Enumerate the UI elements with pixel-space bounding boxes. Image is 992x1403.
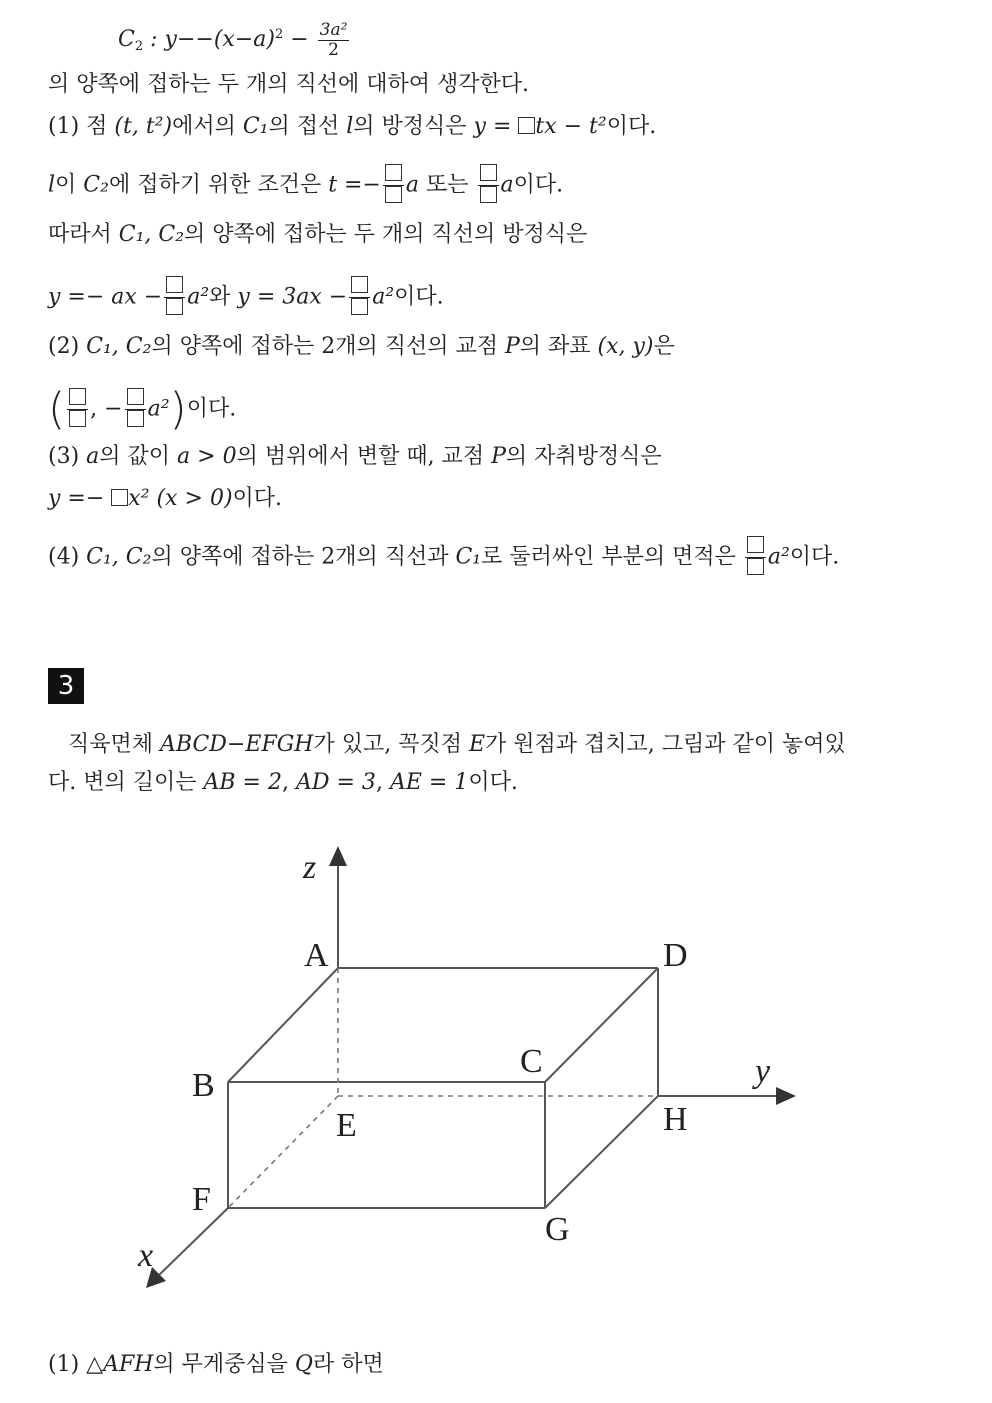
vertex-d: D <box>663 937 688 974</box>
line-4 <box>48 220 587 250</box>
axis-z-label: z <box>303 849 317 886</box>
l2-l: l <box>346 114 354 139</box>
l9-x: x² <box>128 486 150 511</box>
p3-ad: AD = 3 <box>295 770 376 795</box>
l2-point: (t, t²) <box>114 114 173 139</box>
l6-c2: 의 좌표 <box>519 334 598 359</box>
p3-line-1 <box>68 730 846 760</box>
line-8 <box>48 442 662 472</box>
l3-b: 에 접하기 위한 조건은 <box>108 172 329 198</box>
q1-q: Q <box>294 1352 313 1377</box>
blank-box <box>518 117 535 134</box>
l8-p: P <box>491 444 506 469</box>
edge-cd <box>545 968 658 1082</box>
c2-fraction <box>318 21 350 60</box>
l7-comma: , − <box>90 396 123 422</box>
l2-d: 의 방정식은 <box>353 114 474 139</box>
l9-cond: (x > 0) <box>156 486 233 511</box>
l3-l: l <box>48 172 56 198</box>
line-7 <box>48 383 237 435</box>
c2-square: 2 <box>274 27 284 42</box>
z-arrow-icon <box>329 846 347 866</box>
p3-c: 가 원점과 겹치고, 그림과 같이 놓여있 <box>485 732 846 757</box>
l4-a: 따라서 <box>48 222 119 247</box>
l10-d: 로 둘러싸인 부분의 면적은 <box>481 544 743 570</box>
c2-frac-den: 2 <box>328 39 339 60</box>
l3-a: 이 <box>55 172 84 198</box>
l3-a2: a <box>500 172 514 198</box>
vertex-e: E <box>336 1107 357 1144</box>
l8-d: 의 자취방정식은 <box>505 444 662 469</box>
l7-end: 이다. <box>186 396 237 422</box>
q1-c: 라 하면 <box>312 1352 384 1377</box>
l10-end: 이다. <box>789 544 840 570</box>
line-2 <box>48 112 656 142</box>
x-axis <box>158 1208 228 1276</box>
c2-label: C <box>118 27 135 52</box>
edge-gh <box>545 1096 658 1208</box>
axis-y-label: y <box>755 1053 771 1090</box>
c2-sub: 2 <box>134 39 144 54</box>
l2-e: 이다. <box>606 114 657 139</box>
l2-b: 에서의 <box>172 114 243 139</box>
l8-b: 의 값이 <box>99 444 178 469</box>
problem-number: 3 <box>48 668 84 704</box>
header-equation <box>118 20 351 62</box>
line-3 <box>48 164 563 207</box>
line-5 <box>48 276 444 319</box>
l5-a1: a² <box>187 284 210 310</box>
p3-e: E <box>468 732 486 757</box>
l5-end: 이다. <box>394 284 444 310</box>
p3-2end: 이다. <box>468 770 518 795</box>
box-figure <box>0 820 992 1380</box>
l5-wa: 와 <box>209 284 238 310</box>
l3-end: 이다. <box>513 172 564 198</box>
blank-fraction <box>478 164 499 207</box>
l2-eq2: tx − t² <box>535 114 607 139</box>
l7-a: a² <box>147 396 170 422</box>
l9-y: y =− <box>48 486 112 511</box>
l2-c1: C₁ <box>242 114 269 139</box>
blank-fraction <box>67 388 88 431</box>
l9-end: 이다. <box>232 486 283 511</box>
c2-minus: − <box>283 27 316 52</box>
l10-a: (4) <box>48 544 87 570</box>
p3-ae: AE = 1 <box>389 770 469 795</box>
line-9 <box>48 484 282 514</box>
vertex-f: F <box>192 1181 211 1218</box>
y-arrow-icon <box>776 1087 796 1105</box>
l3-or: 또는 <box>419 172 476 198</box>
vertex-a: A <box>304 937 329 974</box>
blank-fraction <box>125 388 146 431</box>
vertex-h: H <box>663 1101 688 1138</box>
l10-c1: C₁ <box>455 544 482 570</box>
close-paren: ) <box>169 383 187 435</box>
q1-b: 의 무게중심을 <box>153 1352 295 1377</box>
p3-question-1 <box>48 1350 384 1380</box>
p3-2a: 다. 변의 길이는 <box>48 770 204 795</box>
l8-av: a <box>86 444 100 469</box>
p3-solid: ABCD−EFGH <box>160 732 314 757</box>
l8-c: 의 범위에서 변할 때, 교점 <box>236 444 492 469</box>
hidden-edge-ef <box>228 1096 338 1208</box>
l8-cond: a > 0 <box>177 444 237 469</box>
line-10 <box>48 536 839 579</box>
l5-y1: y =− ax − <box>48 284 163 310</box>
p3-ab: AB = 2 <box>203 770 282 795</box>
l8-a: (3) <box>48 444 87 469</box>
l5-y2: y = 3ax − <box>237 284 348 310</box>
p3-line-2 <box>48 768 518 798</box>
l2-a: (1) 점 <box>48 114 115 139</box>
open-paren: ( <box>48 383 66 435</box>
q1-tri: △AFH <box>86 1352 154 1377</box>
blank-fraction <box>349 276 370 319</box>
l3-t: t =− <box>328 172 381 198</box>
l10-c: C₁, C₂ <box>86 544 152 570</box>
vertex-g: G <box>545 1211 570 1248</box>
axis-x-label: x <box>138 1237 154 1274</box>
blank-fraction <box>383 164 404 207</box>
p3-b: 가 있고, 꼭짓점 <box>313 732 469 757</box>
c2-frac-num: 3a² <box>319 19 348 40</box>
edge-ab <box>228 968 338 1082</box>
line-6 <box>48 332 675 362</box>
l10-a2: a² <box>767 544 790 570</box>
l6-b: 의 양쪽에 접하는 2개의 직선의 교점 <box>151 334 505 359</box>
l6-xy: (x, y) <box>597 334 654 359</box>
blank-fraction <box>745 536 766 579</box>
blank-box <box>111 489 128 506</box>
l6-p: P <box>504 334 520 359</box>
blank-fraction <box>164 276 185 319</box>
l6-c: C₁, C₂ <box>86 334 152 359</box>
l4-b: 의 양쪽에 접하는 두 개의 직선의 방정식은 <box>184 222 588 247</box>
p3-sep1: , <box>281 770 296 795</box>
l6-d: 은 <box>653 334 675 359</box>
l5-a2: a² <box>372 284 395 310</box>
p3-sep2: , <box>375 770 390 795</box>
vertex-c: C <box>520 1043 543 1080</box>
l6-a: (2) <box>48 334 87 359</box>
l2-eq1: y = <box>473 114 519 139</box>
line-1: 의 양쪽에 접하는 두 개의 직선에 대하여 생각한다. <box>48 72 529 97</box>
l2-c: 의 접선 <box>268 114 347 139</box>
l4-c: C₁, C₂ <box>118 222 185 247</box>
l3-a1: a <box>405 172 420 198</box>
l3-c2: C₂ <box>83 172 109 198</box>
q1-a: (1) <box>48 1352 87 1377</box>
l10-b: 의 양쪽에 접하는 2개의 직선과 <box>151 544 456 570</box>
c2-body: : y−−(x−a) <box>143 27 275 52</box>
vertex-b: B <box>192 1067 215 1104</box>
p3-a: 직육면체 <box>68 732 161 757</box>
